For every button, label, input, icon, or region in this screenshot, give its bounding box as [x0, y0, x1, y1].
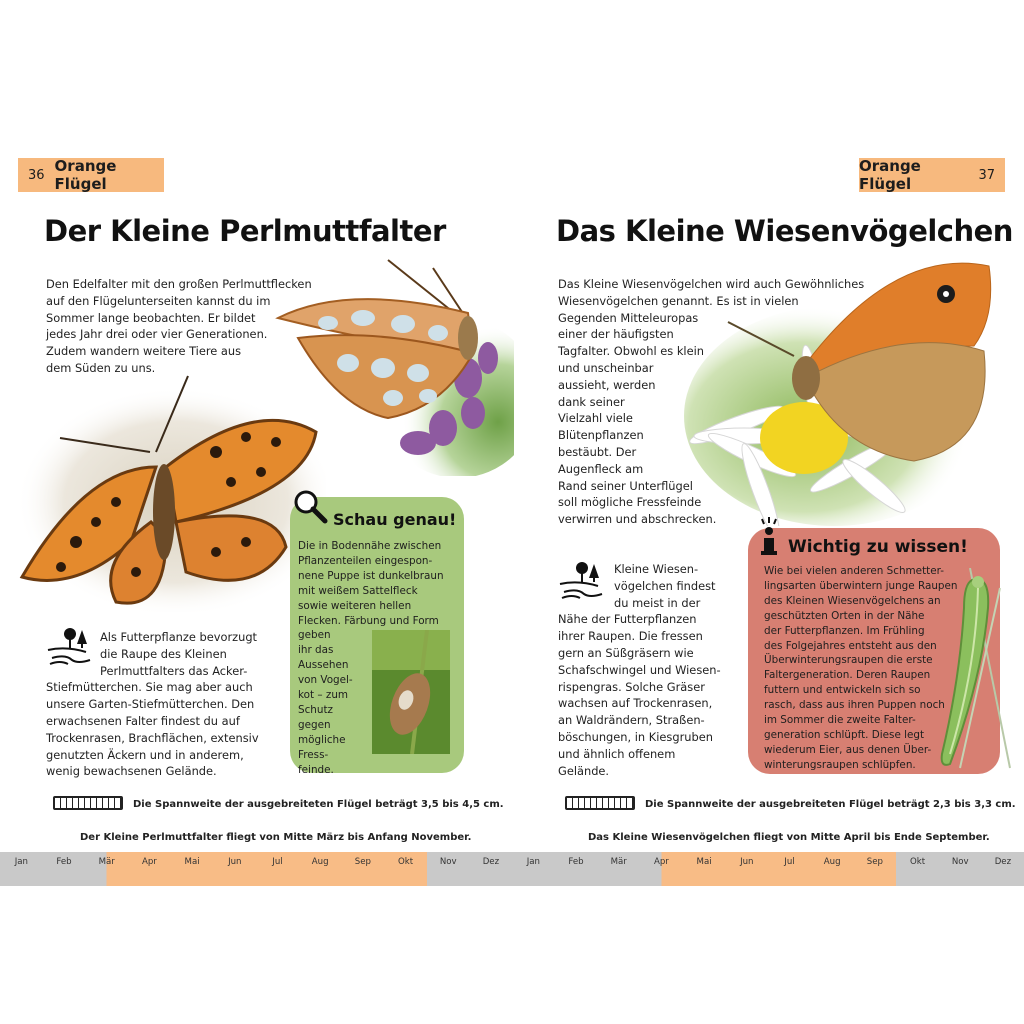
- info-line: Aussehen: [298, 659, 349, 672]
- intro-line: Augenfleck am: [558, 461, 644, 476]
- month-cell: Nov: [427, 852, 470, 886]
- info-line: des Kleinen Wiesenvögelchens an: [764, 594, 941, 607]
- month-cell: Dez: [982, 852, 1024, 886]
- info-line: Überwinterungsraupen die erste: [764, 654, 933, 667]
- left-flight-calendar: [0, 852, 512, 886]
- month-cell: Mai: [171, 852, 214, 886]
- info-line: rasch, dass aus ihren Puppen noch: [764, 699, 945, 712]
- info-line: Fress-: [298, 748, 329, 761]
- info-line: futtern und entwickeln sich so: [764, 684, 921, 697]
- intro-line: soll mögliche Fressfeinde: [558, 495, 702, 510]
- month-cell: Jun: [725, 852, 768, 886]
- habitat-line: die Raupe des Kleinen: [100, 646, 227, 661]
- info-line: feinde.: [298, 763, 334, 776]
- habitat-line: Nähe der Futterpflanzen: [558, 612, 697, 627]
- month-cell: Jul: [768, 852, 811, 886]
- habitat-line: gern an Süßgräsern wie: [558, 645, 694, 660]
- intro-line: einer der häufigsten: [558, 327, 674, 342]
- info-line: nene Puppe ist dunkelbraun: [298, 569, 444, 582]
- intro-line: Blütenpflanzen: [558, 428, 644, 443]
- info-line: Faltergeneration. Deren Raupen: [764, 669, 931, 682]
- habitat-line: vögelchen findest: [614, 578, 716, 593]
- ruler-icon: [53, 796, 123, 810]
- info-line: der Futterpflanzen. Im Frühling: [764, 624, 925, 637]
- intro-line: dem Süden zu uns.: [46, 360, 156, 375]
- info-line: geschützten Orten in der Nähe: [764, 609, 925, 622]
- info-line: Pflanzenteilen eingespon-: [298, 554, 433, 567]
- month-cell: Mai: [683, 852, 726, 886]
- right-flight-period: Das Kleine Wiesenvögelchen fliegt von Mitte April bis Ende September.: [588, 832, 990, 843]
- intro-line: Wiesenvögelchen genannt. Es ist in vielen: [558, 293, 799, 308]
- habitat-line: Schafschwingel und Wiesen-: [558, 662, 721, 677]
- info-line: kot – zum: [298, 689, 349, 702]
- info-line: winterungsraupen schlüpfen.: [764, 758, 916, 771]
- info-line: des Folgejahres entsteht aus den: [764, 639, 937, 652]
- info-line: sowie weiteren hellen: [298, 599, 412, 612]
- intro-line: und unscheinbar: [558, 360, 654, 375]
- month-cell: Jul: [256, 852, 299, 886]
- info-line: Wie bei vielen anderen Schmetter-: [764, 565, 944, 577]
- magnifier-icon: [292, 488, 328, 524]
- habitat-line: Gelände.: [558, 763, 610, 778]
- intro-line: verwirren und abschrecken.: [558, 512, 717, 527]
- habitat-line: Trockenrasen, Brachflächen, extensiv: [46, 730, 259, 745]
- info-line: gegen: [298, 718, 331, 731]
- info-line: lingsarten überwintern junge Raupen: [764, 579, 958, 592]
- ruler-icon: [565, 796, 635, 810]
- intro-line: auf den Flügelunterseiten kannst du im: [46, 293, 271, 308]
- right-intro: [558, 276, 868, 528]
- habitat-line: und ähnlich offenem: [558, 746, 676, 761]
- left-flight-period: Der Kleine Perlmuttfalter fliegt von Mitte März bis Anfang November.: [80, 832, 472, 843]
- intro-line: Vielzahl viele: [558, 411, 633, 426]
- habitat-line: Perlmuttfalters das Acker-: [100, 663, 248, 678]
- butterfly-upperside-image: [16, 372, 326, 612]
- intro-line: jedes Jahr drei oder vier Generationen.: [46, 327, 268, 342]
- right-wingspan: Die Spannweite der ausgebreiteten Flügel beträgt 2,3 bis 3,3 cm.: [645, 799, 1016, 810]
- info-line: mögliche: [298, 733, 346, 746]
- info-box-title: Schau genau!: [333, 510, 457, 529]
- habitat-line: genutzten Äckern und in anderem,: [46, 747, 244, 762]
- info-box-title: Wichtig zu wissen!: [788, 537, 968, 557]
- left-page-number: 36: [28, 167, 45, 183]
- habitat-line: rispengras. Solche Gräser: [558, 679, 705, 694]
- intro-line: Tagfalter. Obwohl es klein: [558, 344, 704, 359]
- intro-line: aussieht, werden: [558, 377, 656, 392]
- habitat-line: erwachsenen Falter findest du auf: [46, 713, 240, 728]
- habitat-line: unsere Garten-Stiefmütterchen. Den: [46, 697, 255, 712]
- caterpillar-image: [930, 568, 1014, 774]
- info-line: ihr das: [298, 644, 334, 657]
- info-line: Schutz: [298, 703, 334, 716]
- habitat-line: an Waldrändern, Straßen-: [558, 713, 705, 728]
- right-page-title: Das Kleine Wiesenvögelchen: [556, 214, 1013, 248]
- left-habitat-text: [46, 629, 276, 780]
- info-line: geben: [298, 629, 331, 642]
- intro-line: Das Kleine Wiesenvögelchen wird auch Gewöhnliches: [558, 277, 865, 291]
- habitat-line: böschungen, in Kiesgruben: [558, 729, 713, 744]
- pupa-image: [372, 630, 450, 754]
- intro-line: bestäubt. Der: [558, 444, 637, 459]
- info-icon: [756, 516, 782, 558]
- month-cell: Dez: [470, 852, 513, 886]
- info-line: mit weißem Sattelfleck: [298, 584, 418, 597]
- left-page-title: Der Kleine Perlmuttfalter: [44, 214, 446, 248]
- info-line: von Vogel-: [298, 674, 353, 687]
- month-cell: Nov: [939, 852, 982, 886]
- month-cell: Jun: [213, 852, 256, 886]
- right-habitat-text: [558, 561, 738, 779]
- intro-line: Den Edelfalter mit den großen Perlmuttflecken: [46, 277, 312, 291]
- month-cell: Apr: [640, 852, 683, 886]
- right-page-tab: [859, 158, 1005, 192]
- right-flight-calendar: [512, 852, 1024, 886]
- habitat-line: Als Futterpflanze bevorzugt: [100, 630, 258, 644]
- month-cell: Aug: [811, 852, 854, 886]
- month-cell: Okt: [384, 852, 427, 886]
- month-cell: Feb: [43, 852, 86, 886]
- right-section-label: Orange Flügel: [859, 157, 921, 193]
- intro-line: Rand seiner Unterflügel: [558, 478, 693, 493]
- month-cell: Feb: [555, 852, 598, 886]
- intro-line: Gegenden Mitteleuropas: [558, 310, 699, 325]
- intro-line: Zudem wandern weitere Tiere aus: [46, 344, 242, 359]
- habitat-line: wachsen auf Trockenrasen,: [558, 696, 713, 711]
- right-page-number: 37: [978, 167, 995, 183]
- info-line: wiederum Eier, aus denen Über-: [764, 743, 932, 756]
- month-cell: Okt: [896, 852, 939, 886]
- month-cell: Sep: [854, 852, 897, 886]
- month-cell: Apr: [128, 852, 171, 886]
- info-line: generation schlüpft. Diese legt: [764, 728, 925, 741]
- month-cell: Jan: [0, 852, 43, 886]
- habitat-line: Kleine Wiesen-: [614, 562, 699, 576]
- intro-line: Sommer lange beobachten. Er bildet: [46, 310, 256, 325]
- intro-line: dank seiner: [558, 394, 625, 409]
- month-cell: Mär: [597, 852, 640, 886]
- info-line: Flecken. Färbung und Form: [298, 614, 439, 627]
- left-wingspan: Die Spannweite der ausgebreiteten Flügel beträgt 3,5 bis 4,5 cm.: [133, 799, 504, 810]
- habitat-line: Stiefmütterchen. Sie mag aber auch: [46, 680, 253, 695]
- month-cell: Sep: [342, 852, 385, 886]
- info-line: Die in Bodennähe zwischen: [298, 540, 442, 552]
- month-cell: Mär: [85, 852, 128, 886]
- month-cell: Aug: [299, 852, 342, 886]
- habitat-line: wenig bewachsenen Gelände.: [46, 764, 217, 779]
- month-cell: Jan: [512, 852, 555, 886]
- habitat-line: ihrer Raupen. Die fressen: [558, 629, 703, 644]
- habitat-line: du meist in der: [614, 595, 701, 610]
- info-line: im Sommer die zweite Falter-: [764, 714, 916, 727]
- left-page-tab: [18, 158, 164, 192]
- left-section-label: Orange Flügel: [54, 157, 117, 193]
